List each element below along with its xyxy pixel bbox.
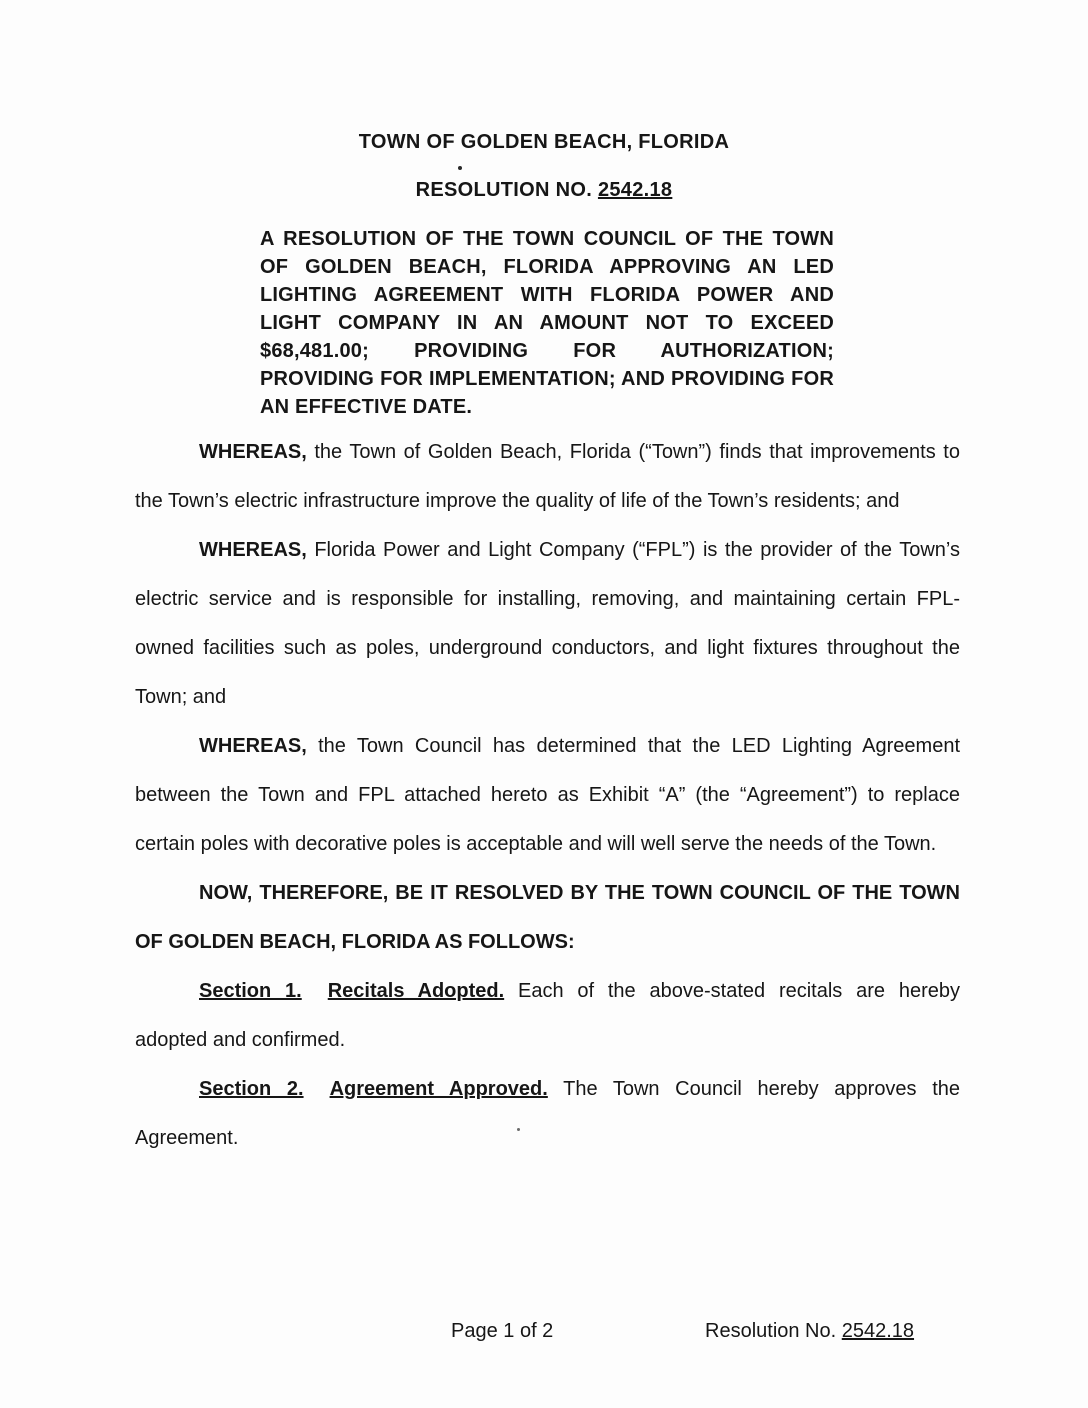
section-number: Section 1. bbox=[199, 980, 302, 1002]
resolution-number-value: 2542.18 bbox=[597, 179, 673, 201]
document-title: TOWN OF GOLDEN BEACH, FLORIDA bbox=[358, 131, 730, 153]
whereas-lead: WHEREAS, bbox=[199, 735, 307, 757]
whereas-lead: WHEREAS, bbox=[199, 441, 307, 463]
section-title: Agreement Approved. bbox=[329, 1078, 548, 1100]
paragraph-section-2 bbox=[135, 1065, 960, 1163]
paragraph-text: The Town Council hereby approves the Agreement. bbox=[135, 1078, 960, 1149]
section-number: Section 2. bbox=[199, 1078, 304, 1100]
paragraph-whereas-2 bbox=[135, 526, 960, 722]
page-footer bbox=[0, 1320, 1088, 1348]
paragraph-text: the Town Council has determined that the LED Lighting Agreement between the Town and FPL attached hereto as Exhibit “A” (the “Agreement”) to replace certain poles with decorative poles is acceptable and will well serve the needs of the Town. bbox=[135, 735, 960, 855]
footer-resolution-number bbox=[705, 1320, 914, 1343]
scan-artifact-dot bbox=[458, 166, 462, 170]
footer-resolution-value: 2542.18 bbox=[841, 1320, 915, 1342]
paragraph-resolved-clause: NOW, THEREFORE, BE IT RESOLVED BY THE TOWN COUNCIL OF THE TOWN OF GOLDEN BEACH, FLORIDA AS FOLLOWS: bbox=[135, 882, 960, 953]
paragraph-whereas-3 bbox=[135, 722, 960, 869]
scan-artifact-dot bbox=[517, 1128, 520, 1131]
resolution-number-heading bbox=[0, 179, 1088, 202]
footer-resolution-label: Resolution No. bbox=[705, 1320, 842, 1342]
paragraph-text: Each of the above-stated recitals are hereby adopted and confirmed. bbox=[135, 980, 960, 1051]
document-body bbox=[135, 428, 960, 1163]
resolution-number-label: RESOLUTION NO. bbox=[415, 179, 598, 201]
whereas-lead: WHEREAS, bbox=[199, 539, 307, 561]
resolution-summary: A RESOLUTION OF THE TOWN COUNCIL OF THE TOWN OF GOLDEN BEACH, FLORIDA APPROVING AN LED LIGHTING AGREEMENT WITH FLORIDA POWER AND LIGHT COMPANY IN AN AMOUNT NOT TO EXCEED $68,481.00; PROVIDING FOR AUTHORIZATION; PROVIDING FOR IMPLEMENTATION; AND PROVIDING FOR AN EFFECTIVE DATE. bbox=[260, 228, 834, 418]
paragraph-text: the Town of Golden Beach, Florida (“Town”) finds that improvements to the Town’s electric infrastructure improve the quality of life of the Town’s residents; and bbox=[135, 441, 960, 512]
paragraph-text: Florida Power and Light Company (“FPL”) is the provider of the Town’s electric service and is responsible for installing, removing, and maintaining certain FPL-owned facilities such as poles, underground conductors, and light fixtures throughout the Town; and bbox=[135, 539, 960, 708]
paragraph-section-1 bbox=[135, 967, 960, 1065]
page-number-label: Page 1 of 2 bbox=[451, 1320, 554, 1342]
paragraph-whereas-1 bbox=[135, 428, 960, 526]
section-title: Recitals Adopted. bbox=[327, 980, 505, 1002]
